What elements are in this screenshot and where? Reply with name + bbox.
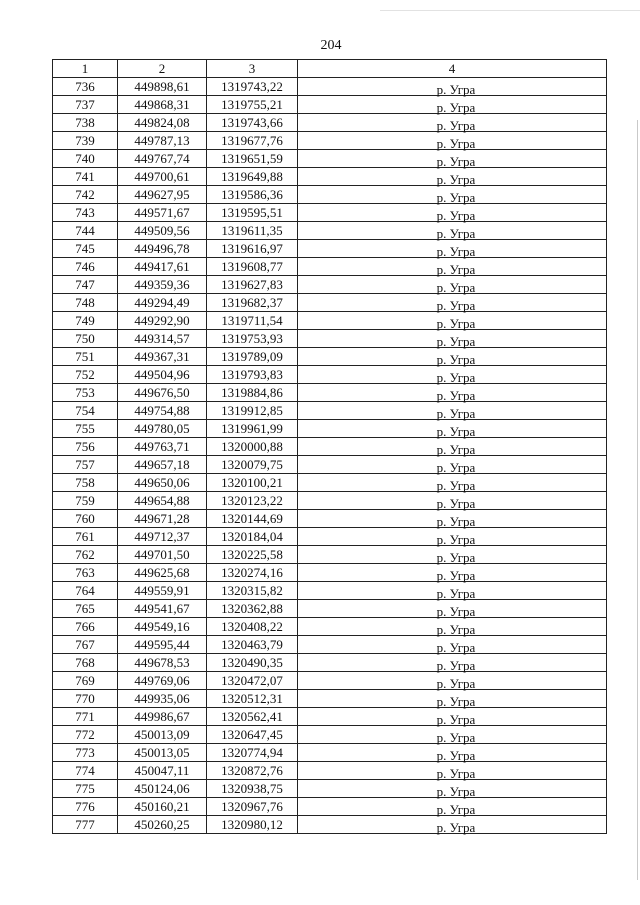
description-text: р. Угра bbox=[436, 243, 476, 259]
table-row bbox=[53, 150, 607, 168]
y-coordinate-cell: 1319627,83 bbox=[207, 276, 298, 294]
point-number-cell: 761 bbox=[53, 528, 118, 546]
y-coordinate-cell: 1319682,37 bbox=[207, 294, 298, 312]
table-row bbox=[53, 816, 607, 834]
table-row bbox=[53, 618, 607, 636]
y-coordinate-cell: 1320123,22 bbox=[207, 492, 298, 510]
description-cell bbox=[298, 384, 607, 402]
point-number-cell: 755 bbox=[53, 420, 118, 438]
table-row bbox=[53, 384, 607, 402]
table-row bbox=[53, 312, 607, 330]
table-row bbox=[53, 240, 607, 258]
table-row bbox=[53, 726, 607, 744]
description-text: р. Угра bbox=[436, 81, 476, 97]
description-cell bbox=[298, 636, 607, 654]
y-coordinate-cell: 1319711,54 bbox=[207, 312, 298, 330]
x-coordinate-cell: 449417,61 bbox=[118, 258, 207, 276]
description-text: р. Угра bbox=[436, 387, 476, 403]
description-cell bbox=[298, 600, 607, 618]
table-row bbox=[53, 348, 607, 366]
description-text: р. Угра bbox=[436, 171, 476, 187]
y-coordinate-cell: 1320647,45 bbox=[207, 726, 298, 744]
x-coordinate-cell: 449780,05 bbox=[118, 420, 207, 438]
column-header-2: 2 bbox=[118, 60, 207, 78]
table-row bbox=[53, 546, 607, 564]
point-number-cell: 758 bbox=[53, 474, 118, 492]
table-header-row bbox=[53, 60, 607, 78]
point-number-cell: 762 bbox=[53, 546, 118, 564]
point-number-cell: 756 bbox=[53, 438, 118, 456]
description-text: р. Угра bbox=[436, 423, 476, 439]
description-cell bbox=[298, 348, 607, 366]
description-text: р. Угра bbox=[436, 747, 476, 763]
scan-artifact-edge bbox=[637, 120, 638, 880]
description-cell bbox=[298, 312, 607, 330]
y-coordinate-cell: 1319649,88 bbox=[207, 168, 298, 186]
table-row bbox=[53, 600, 607, 618]
y-coordinate-cell: 1320079,75 bbox=[207, 456, 298, 474]
description-cell bbox=[298, 96, 607, 114]
y-coordinate-cell: 1319743,22 bbox=[207, 78, 298, 96]
x-coordinate-cell: 449509,56 bbox=[118, 222, 207, 240]
y-coordinate-cell: 1320184,04 bbox=[207, 528, 298, 546]
y-coordinate-cell: 1320562,41 bbox=[207, 708, 298, 726]
x-coordinate-cell: 449868,31 bbox=[118, 96, 207, 114]
y-coordinate-cell: 1320938,75 bbox=[207, 780, 298, 798]
y-coordinate-cell: 1320463,79 bbox=[207, 636, 298, 654]
description-text: р. Угра bbox=[436, 117, 476, 133]
description-text: р. Угра bbox=[436, 531, 476, 547]
description-cell bbox=[298, 168, 607, 186]
table-row bbox=[53, 672, 607, 690]
scan-artifact-line bbox=[380, 10, 640, 11]
table-row bbox=[53, 636, 607, 654]
x-coordinate-cell: 449701,50 bbox=[118, 546, 207, 564]
x-coordinate-cell: 450047,11 bbox=[118, 762, 207, 780]
x-coordinate-cell: 450160,21 bbox=[118, 798, 207, 816]
y-coordinate-cell: 1320408,22 bbox=[207, 618, 298, 636]
point-number-cell: 773 bbox=[53, 744, 118, 762]
description-text: р. Угра bbox=[436, 369, 476, 385]
point-number-cell: 742 bbox=[53, 186, 118, 204]
table-row bbox=[53, 564, 607, 582]
table-row bbox=[53, 474, 607, 492]
description-cell bbox=[298, 618, 607, 636]
table-row bbox=[53, 492, 607, 510]
table-body bbox=[53, 78, 607, 834]
x-coordinate-cell: 449549,16 bbox=[118, 618, 207, 636]
point-number-cell: 740 bbox=[53, 150, 118, 168]
description-cell bbox=[298, 708, 607, 726]
table-row bbox=[53, 78, 607, 96]
description-cell bbox=[298, 528, 607, 546]
point-number-cell: 757 bbox=[53, 456, 118, 474]
y-coordinate-cell: 1320512,31 bbox=[207, 690, 298, 708]
x-coordinate-cell: 449314,57 bbox=[118, 330, 207, 348]
description-cell bbox=[298, 438, 607, 456]
x-coordinate-cell: 449935,06 bbox=[118, 690, 207, 708]
table-row bbox=[53, 222, 607, 240]
y-coordinate-cell: 1320100,21 bbox=[207, 474, 298, 492]
point-number-cell: 736 bbox=[53, 78, 118, 96]
description-text: р. Угра bbox=[436, 315, 476, 331]
x-coordinate-cell: 449657,18 bbox=[118, 456, 207, 474]
y-coordinate-cell: 1320967,76 bbox=[207, 798, 298, 816]
table-row bbox=[53, 744, 607, 762]
x-coordinate-cell: 449650,06 bbox=[118, 474, 207, 492]
description-text: р. Угра bbox=[436, 711, 476, 727]
point-number-cell: 765 bbox=[53, 600, 118, 618]
x-coordinate-cell: 449700,61 bbox=[118, 168, 207, 186]
description-cell bbox=[298, 294, 607, 312]
description-cell bbox=[298, 204, 607, 222]
table-row bbox=[53, 114, 607, 132]
x-coordinate-cell: 449787,13 bbox=[118, 132, 207, 150]
description-text: р. Угра bbox=[436, 639, 476, 655]
description-cell bbox=[298, 402, 607, 420]
point-number-cell: 751 bbox=[53, 348, 118, 366]
y-coordinate-cell: 1319608,77 bbox=[207, 258, 298, 276]
description-cell bbox=[298, 150, 607, 168]
description-text: р. Угра bbox=[436, 675, 476, 691]
description-text: р. Угра bbox=[436, 135, 476, 151]
table-row bbox=[53, 780, 607, 798]
description-text: р. Угра bbox=[436, 783, 476, 799]
description-text: р. Угра bbox=[436, 333, 476, 349]
description-text: р. Угра bbox=[436, 801, 476, 817]
x-coordinate-cell: 449359,36 bbox=[118, 276, 207, 294]
x-coordinate-cell: 449292,90 bbox=[118, 312, 207, 330]
description-text: р. Угра bbox=[436, 441, 476, 457]
description-cell bbox=[298, 798, 607, 816]
y-coordinate-cell: 1320774,94 bbox=[207, 744, 298, 762]
y-coordinate-cell: 1319755,21 bbox=[207, 96, 298, 114]
point-number-cell: 763 bbox=[53, 564, 118, 582]
point-number-cell: 771 bbox=[53, 708, 118, 726]
description-cell bbox=[298, 276, 607, 294]
y-coordinate-cell: 1320315,82 bbox=[207, 582, 298, 600]
table-row bbox=[53, 258, 607, 276]
y-coordinate-cell: 1319884,86 bbox=[207, 384, 298, 402]
description-cell bbox=[298, 240, 607, 258]
description-cell bbox=[298, 744, 607, 762]
description-text: р. Угра bbox=[436, 549, 476, 565]
table-row bbox=[53, 366, 607, 384]
description-cell bbox=[298, 420, 607, 438]
point-number-cell: 752 bbox=[53, 366, 118, 384]
point-number-cell: 747 bbox=[53, 276, 118, 294]
point-number-cell: 775 bbox=[53, 780, 118, 798]
x-coordinate-cell: 449625,68 bbox=[118, 564, 207, 582]
table-row bbox=[53, 96, 607, 114]
x-coordinate-cell: 450013,05 bbox=[118, 744, 207, 762]
point-number-cell: 766 bbox=[53, 618, 118, 636]
table-row bbox=[53, 186, 607, 204]
point-number-cell: 764 bbox=[53, 582, 118, 600]
x-coordinate-cell: 449559,91 bbox=[118, 582, 207, 600]
description-text: р. Угра bbox=[436, 729, 476, 745]
description-text: р. Угра bbox=[436, 657, 476, 673]
description-cell bbox=[298, 690, 607, 708]
description-text: р. Угра bbox=[436, 495, 476, 511]
y-coordinate-cell: 1320872,76 bbox=[207, 762, 298, 780]
column-header-1: 1 bbox=[53, 60, 118, 78]
point-number-cell: 769 bbox=[53, 672, 118, 690]
point-number-cell: 743 bbox=[53, 204, 118, 222]
table-row bbox=[53, 330, 607, 348]
description-cell bbox=[298, 546, 607, 564]
x-coordinate-cell: 449654,88 bbox=[118, 492, 207, 510]
x-coordinate-cell: 450013,09 bbox=[118, 726, 207, 744]
description-cell bbox=[298, 114, 607, 132]
description-text: р. Угра bbox=[436, 153, 476, 169]
y-coordinate-cell: 1319789,09 bbox=[207, 348, 298, 366]
y-coordinate-cell: 1319595,51 bbox=[207, 204, 298, 222]
x-coordinate-cell: 449712,37 bbox=[118, 528, 207, 546]
point-number-cell: 753 bbox=[53, 384, 118, 402]
point-number-cell: 748 bbox=[53, 294, 118, 312]
table-row bbox=[53, 510, 607, 528]
description-cell bbox=[298, 456, 607, 474]
x-coordinate-cell: 450260,25 bbox=[118, 816, 207, 834]
table-row bbox=[53, 654, 607, 672]
description-text: р. Угра bbox=[436, 459, 476, 475]
table-header bbox=[53, 60, 607, 78]
description-text: р. Угра bbox=[436, 189, 476, 205]
point-number-cell: 759 bbox=[53, 492, 118, 510]
y-coordinate-cell: 1320490,35 bbox=[207, 654, 298, 672]
description-text: р. Угра bbox=[436, 225, 476, 241]
point-number-cell: 745 bbox=[53, 240, 118, 258]
table-row bbox=[53, 294, 607, 312]
table-row bbox=[53, 582, 607, 600]
table-row bbox=[53, 708, 607, 726]
x-coordinate-cell: 449496,78 bbox=[118, 240, 207, 258]
y-coordinate-cell: 1319912,85 bbox=[207, 402, 298, 420]
description-cell bbox=[298, 222, 607, 240]
point-number-cell: 737 bbox=[53, 96, 118, 114]
description-cell bbox=[298, 78, 607, 96]
y-coordinate-cell: 1319793,83 bbox=[207, 366, 298, 384]
description-cell bbox=[298, 564, 607, 582]
x-coordinate-cell: 449595,44 bbox=[118, 636, 207, 654]
description-cell bbox=[298, 330, 607, 348]
y-coordinate-cell: 1320362,88 bbox=[207, 600, 298, 618]
x-coordinate-cell: 449504,96 bbox=[118, 366, 207, 384]
point-number-cell: 744 bbox=[53, 222, 118, 240]
description-text: р. Угра bbox=[436, 351, 476, 367]
y-coordinate-cell: 1320144,69 bbox=[207, 510, 298, 528]
coordinates-table bbox=[52, 59, 607, 834]
point-number-cell: 750 bbox=[53, 330, 118, 348]
description-text: р. Угра bbox=[436, 477, 476, 493]
x-coordinate-cell: 449986,67 bbox=[118, 708, 207, 726]
point-number-cell: 738 bbox=[53, 114, 118, 132]
table-row bbox=[53, 456, 607, 474]
column-header-3: 3 bbox=[207, 60, 298, 78]
point-number-cell: 770 bbox=[53, 690, 118, 708]
table-row bbox=[53, 402, 607, 420]
x-coordinate-cell: 449676,50 bbox=[118, 384, 207, 402]
description-text: р. Угра bbox=[436, 621, 476, 637]
x-coordinate-cell: 449294,49 bbox=[118, 294, 207, 312]
description-cell bbox=[298, 510, 607, 528]
table-row bbox=[53, 276, 607, 294]
x-coordinate-cell: 449627,95 bbox=[118, 186, 207, 204]
y-coordinate-cell: 1320000,88 bbox=[207, 438, 298, 456]
x-coordinate-cell: 449671,28 bbox=[118, 510, 207, 528]
description-text: р. Угра bbox=[436, 261, 476, 277]
x-coordinate-cell: 449824,08 bbox=[118, 114, 207, 132]
table-row bbox=[53, 690, 607, 708]
description-cell bbox=[298, 258, 607, 276]
description-cell bbox=[298, 492, 607, 510]
description-cell bbox=[298, 726, 607, 744]
description-cell bbox=[298, 672, 607, 690]
table-row bbox=[53, 420, 607, 438]
y-coordinate-cell: 1319611,35 bbox=[207, 222, 298, 240]
description-text: р. Угра bbox=[436, 765, 476, 781]
description-text: р. Угра bbox=[436, 99, 476, 115]
y-coordinate-cell: 1319651,59 bbox=[207, 150, 298, 168]
y-coordinate-cell: 1320225,58 bbox=[207, 546, 298, 564]
x-coordinate-cell: 450124,06 bbox=[118, 780, 207, 798]
x-coordinate-cell: 449898,61 bbox=[118, 78, 207, 96]
table-row bbox=[53, 528, 607, 546]
y-coordinate-cell: 1319586,36 bbox=[207, 186, 298, 204]
y-coordinate-cell: 1320274,16 bbox=[207, 564, 298, 582]
description-cell bbox=[298, 474, 607, 492]
x-coordinate-cell: 449571,67 bbox=[118, 204, 207, 222]
y-coordinate-cell: 1319616,97 bbox=[207, 240, 298, 258]
y-coordinate-cell: 1319961,99 bbox=[207, 420, 298, 438]
x-coordinate-cell: 449763,71 bbox=[118, 438, 207, 456]
description-cell bbox=[298, 816, 607, 834]
table-row bbox=[53, 798, 607, 816]
description-text: р. Угра bbox=[436, 693, 476, 709]
point-number-cell: 746 bbox=[53, 258, 118, 276]
description-text: р. Угра bbox=[436, 513, 476, 529]
x-coordinate-cell: 449367,31 bbox=[118, 348, 207, 366]
description-cell bbox=[298, 366, 607, 384]
point-number-cell: 774 bbox=[53, 762, 118, 780]
point-number-cell: 741 bbox=[53, 168, 118, 186]
table-row bbox=[53, 438, 607, 456]
description-cell bbox=[298, 762, 607, 780]
description-text: р. Угра bbox=[436, 405, 476, 421]
y-coordinate-cell: 1320980,12 bbox=[207, 816, 298, 834]
description-cell bbox=[298, 582, 607, 600]
description-cell bbox=[298, 186, 607, 204]
point-number-cell: 739 bbox=[53, 132, 118, 150]
point-number-cell: 776 bbox=[53, 798, 118, 816]
table-row bbox=[53, 132, 607, 150]
page-number: 204 bbox=[320, 38, 342, 53]
y-coordinate-cell: 1319677,76 bbox=[207, 132, 298, 150]
description-text: р. Угра bbox=[436, 819, 476, 835]
description-text: р. Угра bbox=[436, 297, 476, 313]
x-coordinate-cell: 449767,74 bbox=[118, 150, 207, 168]
x-coordinate-cell: 449678,53 bbox=[118, 654, 207, 672]
description-cell bbox=[298, 780, 607, 798]
y-coordinate-cell: 1320472,07 bbox=[207, 672, 298, 690]
description-cell bbox=[298, 132, 607, 150]
point-number-cell: 777 bbox=[53, 816, 118, 834]
description-text: р. Угра bbox=[436, 567, 476, 583]
table-row bbox=[53, 762, 607, 780]
table-row bbox=[53, 204, 607, 222]
description-text: р. Угра bbox=[436, 603, 476, 619]
point-number-cell: 767 bbox=[53, 636, 118, 654]
point-number-cell: 772 bbox=[53, 726, 118, 744]
description-text: р. Угра bbox=[436, 207, 476, 223]
point-number-cell: 754 bbox=[53, 402, 118, 420]
point-number-cell: 749 bbox=[53, 312, 118, 330]
description-text: р. Угра bbox=[436, 585, 476, 601]
table-row bbox=[53, 168, 607, 186]
point-number-cell: 768 bbox=[53, 654, 118, 672]
column-header-4: 4 bbox=[298, 60, 607, 78]
point-number-cell: 760 bbox=[53, 510, 118, 528]
y-coordinate-cell: 1319753,93 bbox=[207, 330, 298, 348]
x-coordinate-cell: 449769,06 bbox=[118, 672, 207, 690]
x-coordinate-cell: 449541,67 bbox=[118, 600, 207, 618]
description-cell bbox=[298, 654, 607, 672]
description-text: р. Угра bbox=[436, 279, 476, 295]
y-coordinate-cell: 1319743,66 bbox=[207, 114, 298, 132]
x-coordinate-cell: 449754,88 bbox=[118, 402, 207, 420]
